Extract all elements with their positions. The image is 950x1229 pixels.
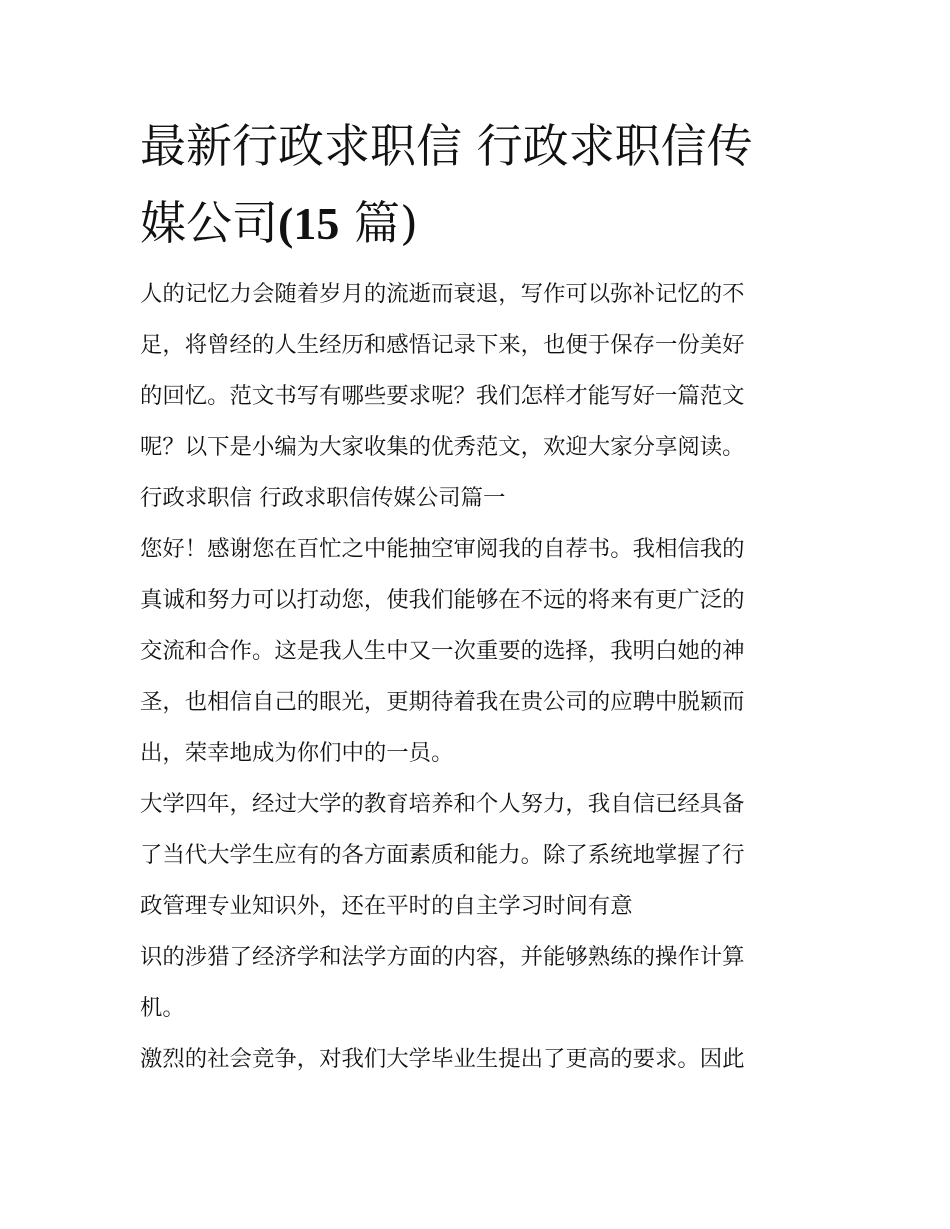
- paragraph-line: 大学四年，经过大学的教育培养和个人努力，我自信已经具备: [140, 791, 745, 817]
- paragraph-line: 出，荣幸地成为你们中的一员。: [140, 740, 454, 766]
- title-paren-open: (: [278, 198, 294, 249]
- paragraph-line: 了当代大学生应有的各方面素质和能力。除了系统地掌握了行: [140, 842, 745, 868]
- paragraph-line: 圣，也相信自己的眼光，更期待着我在贵公司的应聘中脱颖而: [140, 689, 745, 715]
- title-line-1: 最新行政求职信 行政求职信传: [140, 119, 753, 173]
- title-suffix: 篇): [339, 196, 418, 250]
- paragraph-line: 识的涉猎了经济学和法学方面的内容，并能够熟练的操作计算: [140, 944, 745, 970]
- body-paragraph-4: [140, 1034, 812, 1085]
- intro-paragraph: [140, 269, 812, 473]
- paragraph-line: 政管理专业知识外，还在平时的自主学习时间有意: [140, 893, 633, 919]
- title-count: 15: [293, 198, 340, 249]
- title-line-2: [140, 185, 812, 262]
- paragraph-line: 激烈的社会竞争，对我们大学毕业生提出了更高的要求。因此: [140, 1046, 745, 1072]
- body-paragraph-3: [140, 932, 812, 1034]
- document-title: [140, 108, 812, 262]
- intro-line: 的回忆。范文书写有哪些要求呢？我们怎样才能写好一篇范文: [140, 383, 745, 409]
- intro-line: 人的记忆力会随着岁月的流逝而衰退，写作可以弥补记忆的不: [140, 281, 745, 307]
- paragraph-line: 您好！感谢您在百忙之中能抽空审阅我的自荐书。我相信我的: [140, 536, 745, 562]
- section-heading: 行政求职信 行政求职信传媒公司篇一: [140, 485, 506, 511]
- title-line-2-text: 媒公司: [140, 196, 278, 250]
- document-body: [140, 108, 812, 1085]
- paragraph-line: 机。: [140, 995, 185, 1021]
- paragraph-line: 交流和合作。这是我人生中又一次重要的选择，我明白她的神: [140, 638, 745, 664]
- body-paragraph-2: [140, 779, 812, 932]
- intro-line: 足，将曾经的人生经历和感悟记录下来，也便于保存一份美好: [140, 332, 745, 358]
- paragraph-line: 真诚和努力可以打动您，使我们能够在不远的将来有更广泛的: [140, 587, 745, 613]
- body-paragraph-1: [140, 524, 812, 779]
- intro-line: 呢？以下是小编为大家收集的优秀范文，欢迎大家分享阅读。: [140, 434, 745, 460]
